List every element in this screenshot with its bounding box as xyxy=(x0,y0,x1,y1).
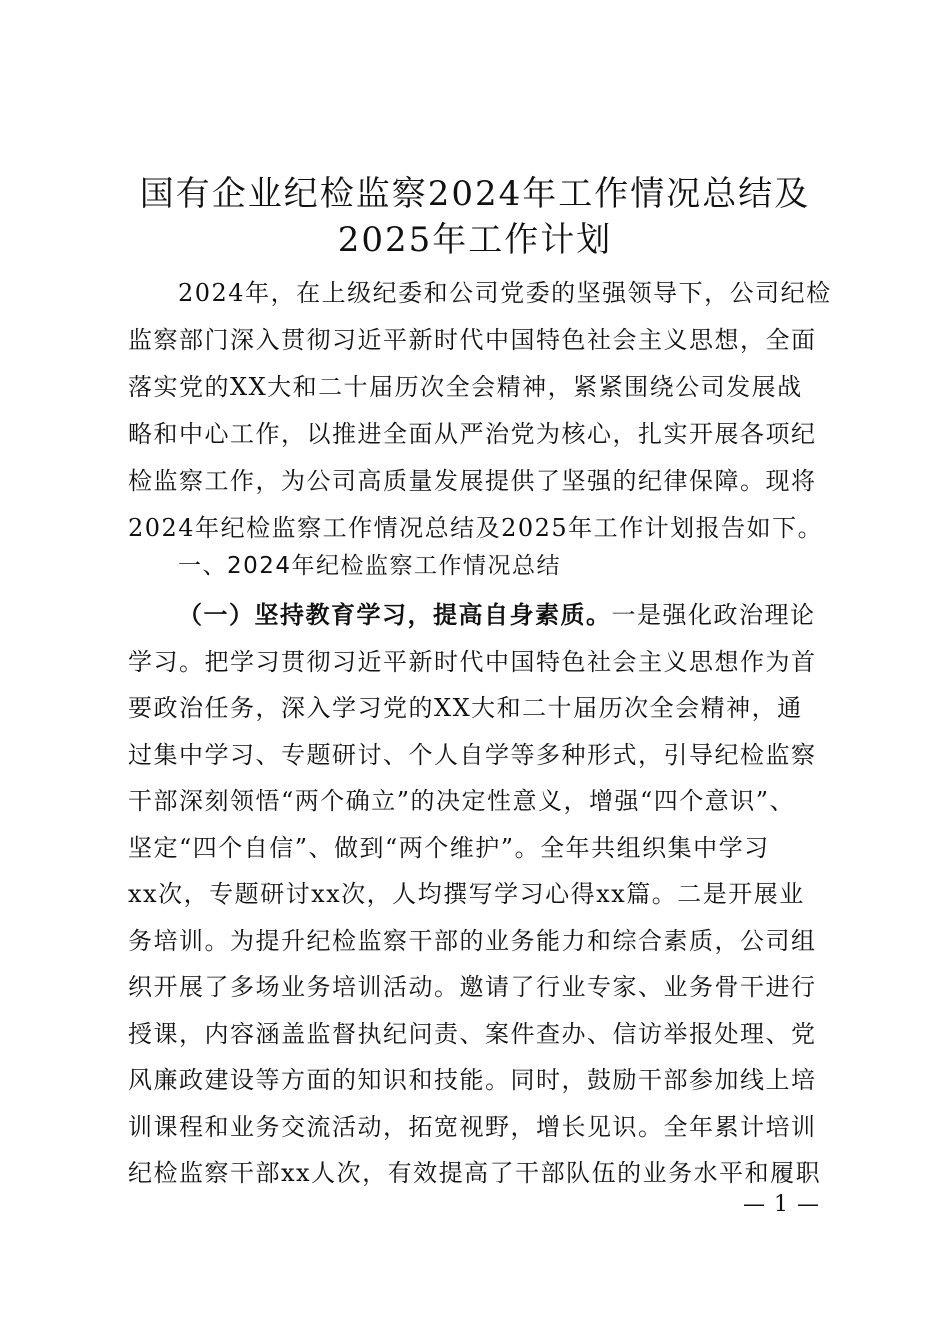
intro-paragraph xyxy=(128,270,832,552)
subsection-line: 纪检监察干部xx人次，有效提高了干部队伍的业务水平和履职 xyxy=(128,1159,822,1187)
intro-line: 检监察工作，为公司高质量发展提供了坚强的纪律保障。现将 xyxy=(128,467,817,495)
intro-line: 2024年，在上级纪委和公司党委的坚强领导下，公司纪检 xyxy=(178,279,832,307)
subsection-line: 训课程和业务交流活动，拓宽视野，增长见识。全年累计培训 xyxy=(128,1112,817,1141)
intro-line: 落实党的XX大和二十届历次全会精神，紧紧围绕公司发展战 xyxy=(128,373,803,401)
subsection-first-line xyxy=(128,592,828,639)
section-heading: 一、2024年纪检监察工作情况总结 xyxy=(178,553,562,579)
subsection-line: 务培训。为提升纪检监察干部的业务能力和综合素质，公司组 xyxy=(128,926,817,955)
document-title-line-1: 国有企业纪检监察2024年工作情况总结及 xyxy=(139,174,811,214)
intro-line: 略和中心工作，以推进全面从严治党为核心，扎实开展各项纪 xyxy=(128,420,817,448)
subsection-line: 授课，内容涵盖监督执纪问责、案件查办、信访举报处理、党 xyxy=(128,1019,817,1048)
subsection-line: 风廉政建设等方面的知识和技能。同时，鼓励干部参加线上培 xyxy=(128,1066,817,1094)
page-number: — 1 — xyxy=(743,1192,820,1217)
document-title-line-2: 2025年工作计划 xyxy=(337,220,613,260)
intro-line: 监察部门深入贯彻习近平新时代中国特色社会主义思想，全面 xyxy=(128,326,817,354)
subsection-heading: （一）坚持教育学习，提高自身素质。 xyxy=(178,600,612,629)
subsection-line: 过集中学习、专题研讨、个人自学等多种形式，引导纪检监察 xyxy=(128,740,817,769)
subsection-line: 坚定“四个自信”、做到“两个维护”。全年共组织集中学习 xyxy=(128,833,770,862)
subsection-line: 学习。把学习贯彻习近平新时代中国特色社会主义思想作为首 xyxy=(128,647,817,676)
subsection-first-line-text: 一是强化政治理论 xyxy=(611,601,816,629)
intro-line: 2024年纪检监察工作情况总结及2025年工作计划报告如下。 xyxy=(128,514,824,542)
subsection-line: 织开展了多场业务培训活动。邀请了行业专家、业务骨干进行 xyxy=(128,973,817,1001)
subsection-paragraph xyxy=(128,592,828,1197)
subsection-line: 要政治任务，深入学习党的XX大和二十届历次全会精神，通 xyxy=(128,694,803,722)
subsection-line: xx次，专题研讨xx次，人均撰写学习心得xx篇。二是开展业 xyxy=(128,880,805,908)
subsection-line: 干部深刻领悟“两个确立”的决定性意义，增强“四个意识”、 xyxy=(128,787,796,815)
